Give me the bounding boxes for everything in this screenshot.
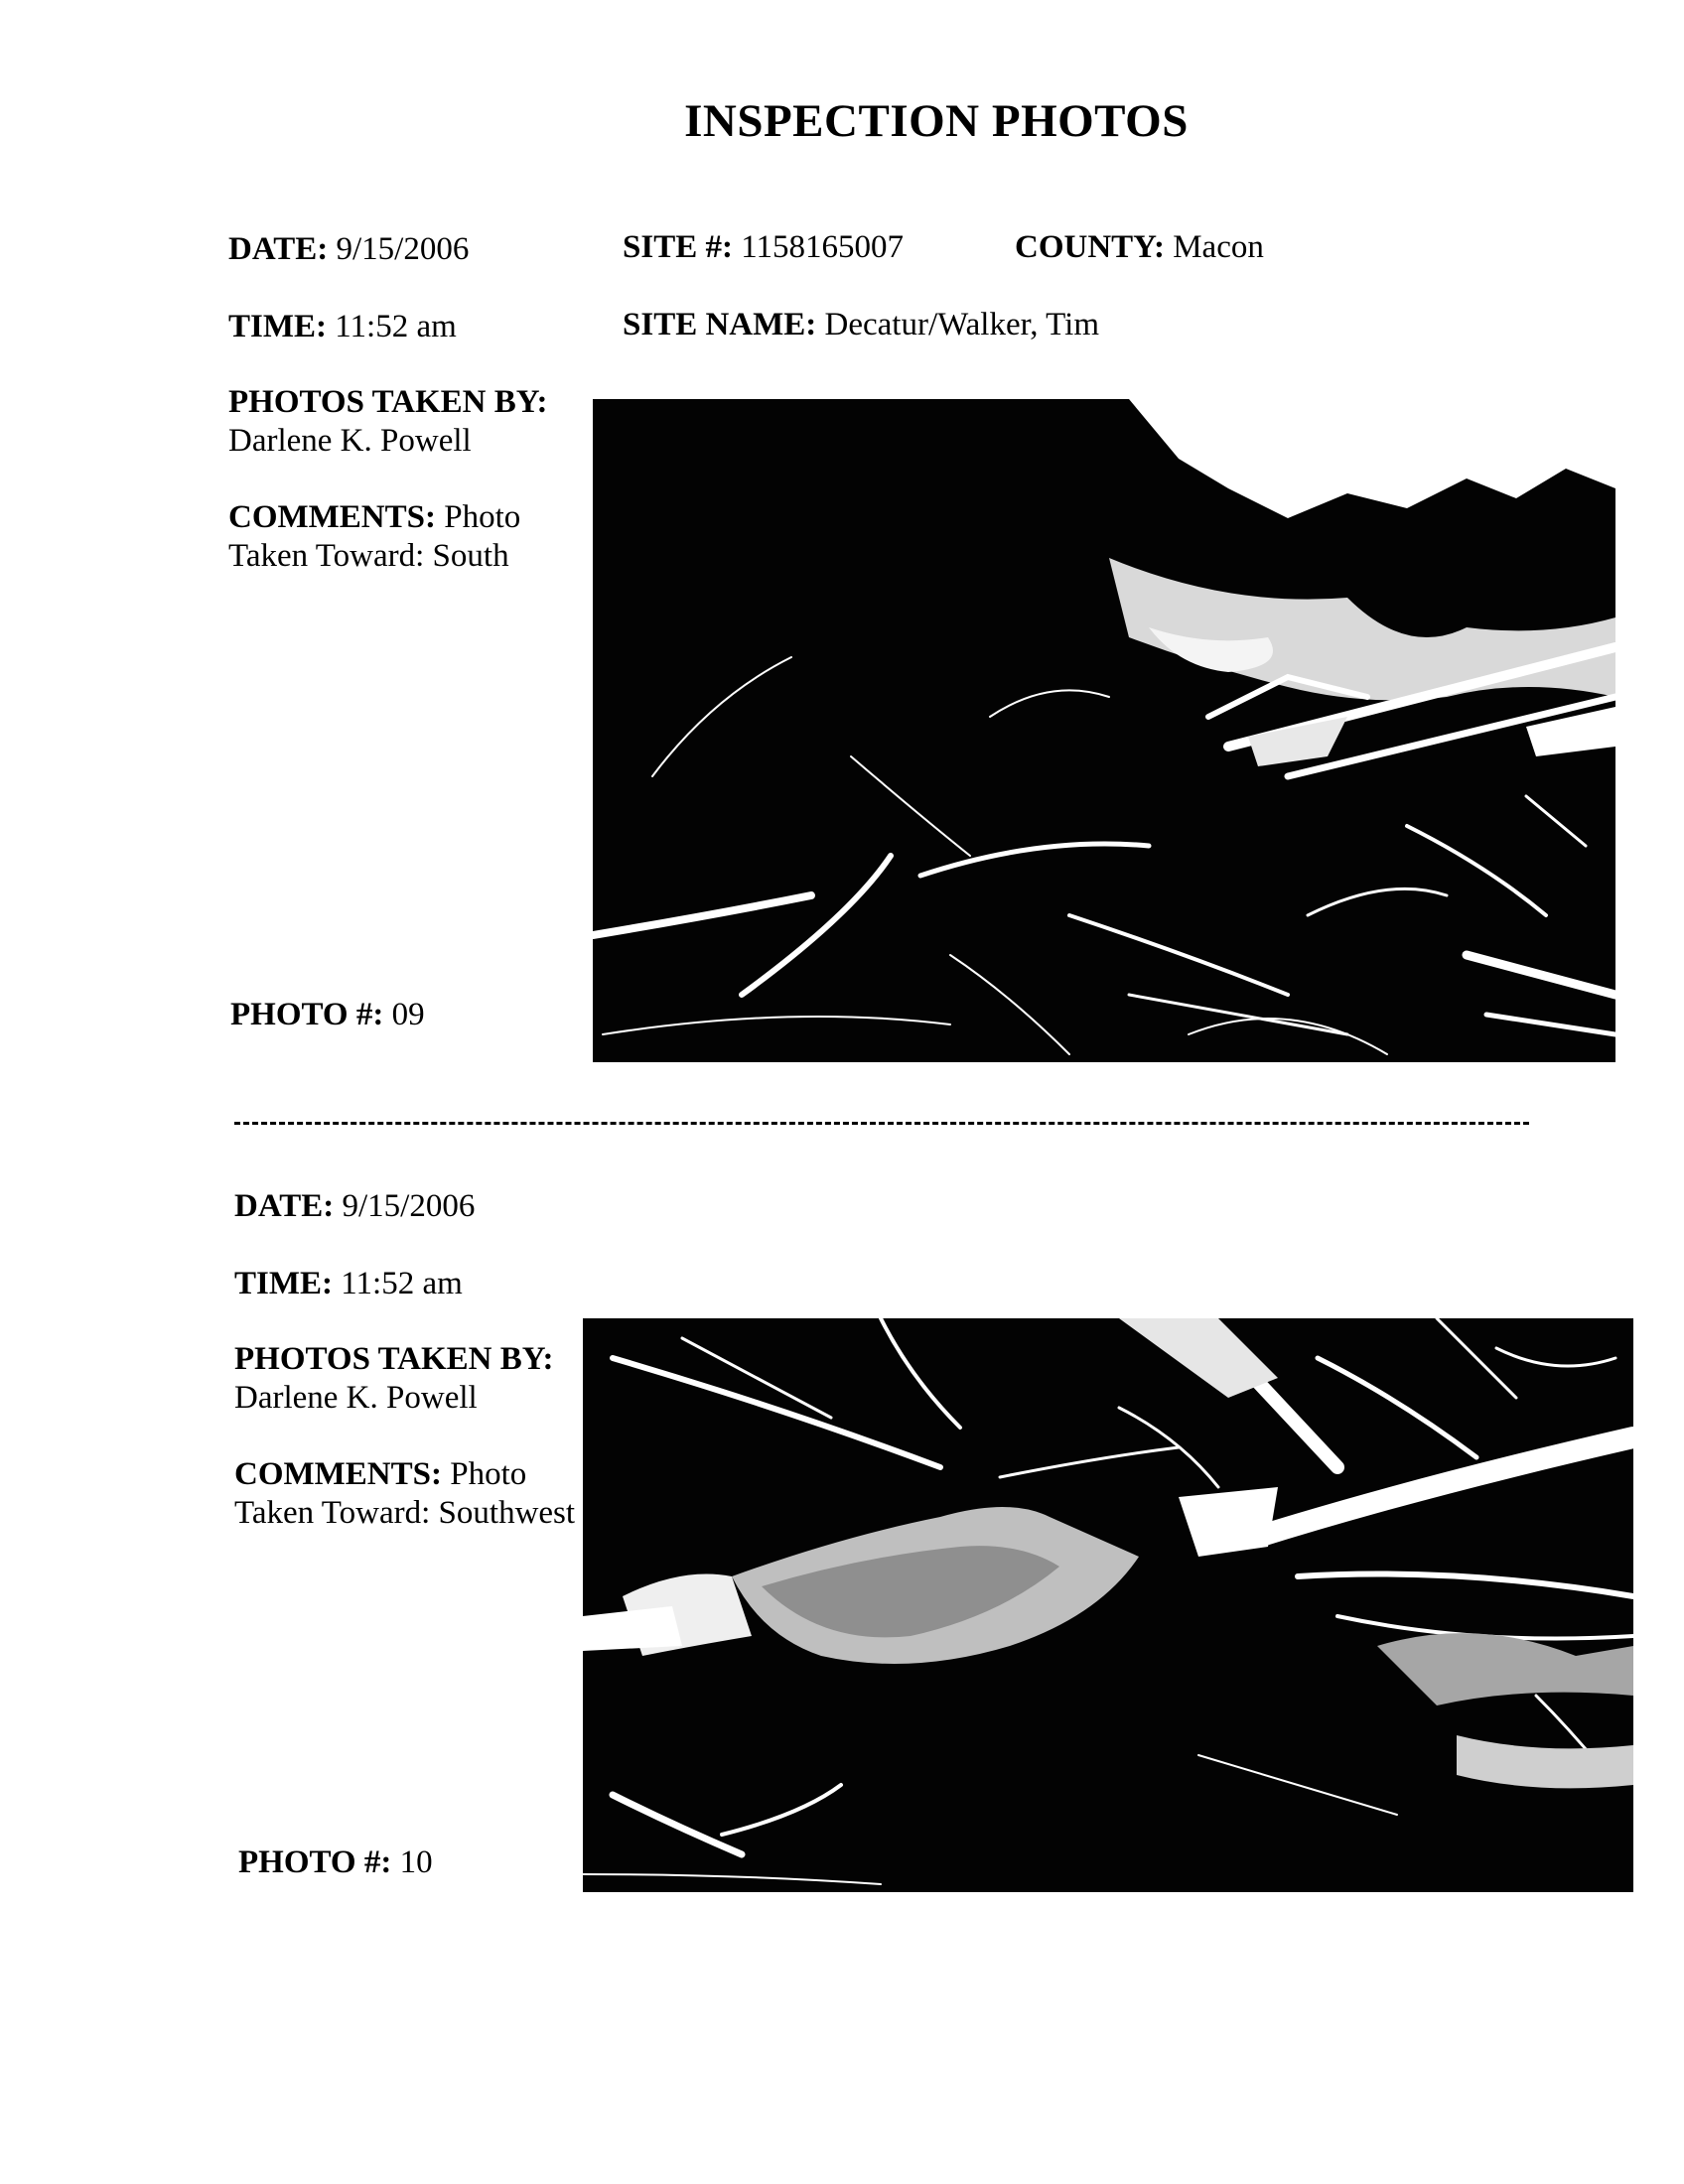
site-number-field	[623, 228, 904, 267]
section-divider	[234, 1122, 1529, 1125]
site-name-value: Decatur/Walker, Tim	[824, 307, 1100, 342]
site-name-label: SITE NAME:	[623, 307, 817, 342]
page-title: INSPECTION PHOTOS	[684, 95, 1189, 147]
debris-photo-southwest	[583, 1318, 1633, 1892]
comments-direction: Taken Toward: South	[228, 538, 509, 574]
time-label: TIME:	[234, 1266, 333, 1301]
time-label: TIME:	[228, 309, 327, 344]
comments-block-2	[234, 1455, 575, 1533]
comments-label: COMMENTS:	[234, 1456, 442, 1492]
county-field	[1015, 228, 1264, 267]
photo-number-value: 09	[391, 997, 425, 1032]
date-label: DATE:	[228, 231, 329, 267]
time-field-1	[228, 308, 457, 346]
site-number-value: 1158165007	[741, 229, 904, 265]
photo-number-value: 10	[399, 1844, 433, 1880]
site-number-label: SITE #:	[623, 229, 733, 265]
taken-by-block-1	[228, 383, 548, 461]
comments-block-1	[228, 498, 520, 576]
photo-number-field-1	[230, 996, 425, 1034]
taken-by-label: PHOTOS TAKEN BY:	[234, 1341, 554, 1377]
taken-by-value: Darlene K. Powell	[234, 1380, 478, 1416]
time-field-2	[234, 1265, 463, 1303]
date-value: 9/15/2006	[336, 231, 470, 267]
photo-number-field-2	[238, 1843, 433, 1882]
date-field-2	[234, 1187, 475, 1226]
taken-by-value: Darlene K. Powell	[228, 423, 472, 459]
inspection-photo-09	[593, 399, 1615, 1062]
county-value: Macon	[1173, 229, 1264, 265]
county-label: COUNTY:	[1015, 229, 1165, 265]
date-value: 9/15/2006	[342, 1188, 476, 1224]
photo-number-label: PHOTO #:	[230, 997, 384, 1032]
inspection-photo-10	[583, 1318, 1633, 1892]
photo-number-label: PHOTO #:	[238, 1844, 392, 1880]
date-field-1	[228, 230, 469, 269]
taken-by-block-2	[234, 1340, 554, 1418]
comments-direction: Taken Toward: Southwest	[234, 1495, 576, 1531]
comments-label: COMMENTS:	[228, 499, 436, 535]
date-label: DATE:	[234, 1188, 335, 1224]
time-value: 11:52 am	[335, 309, 457, 344]
taken-by-label: PHOTOS TAKEN BY:	[228, 384, 548, 420]
comments-value: Photo	[450, 1456, 527, 1492]
comments-value: Photo	[444, 499, 521, 535]
time-value: 11:52 am	[341, 1266, 463, 1301]
site-name-field	[623, 306, 1099, 344]
debris-photo-south	[593, 399, 1615, 1062]
